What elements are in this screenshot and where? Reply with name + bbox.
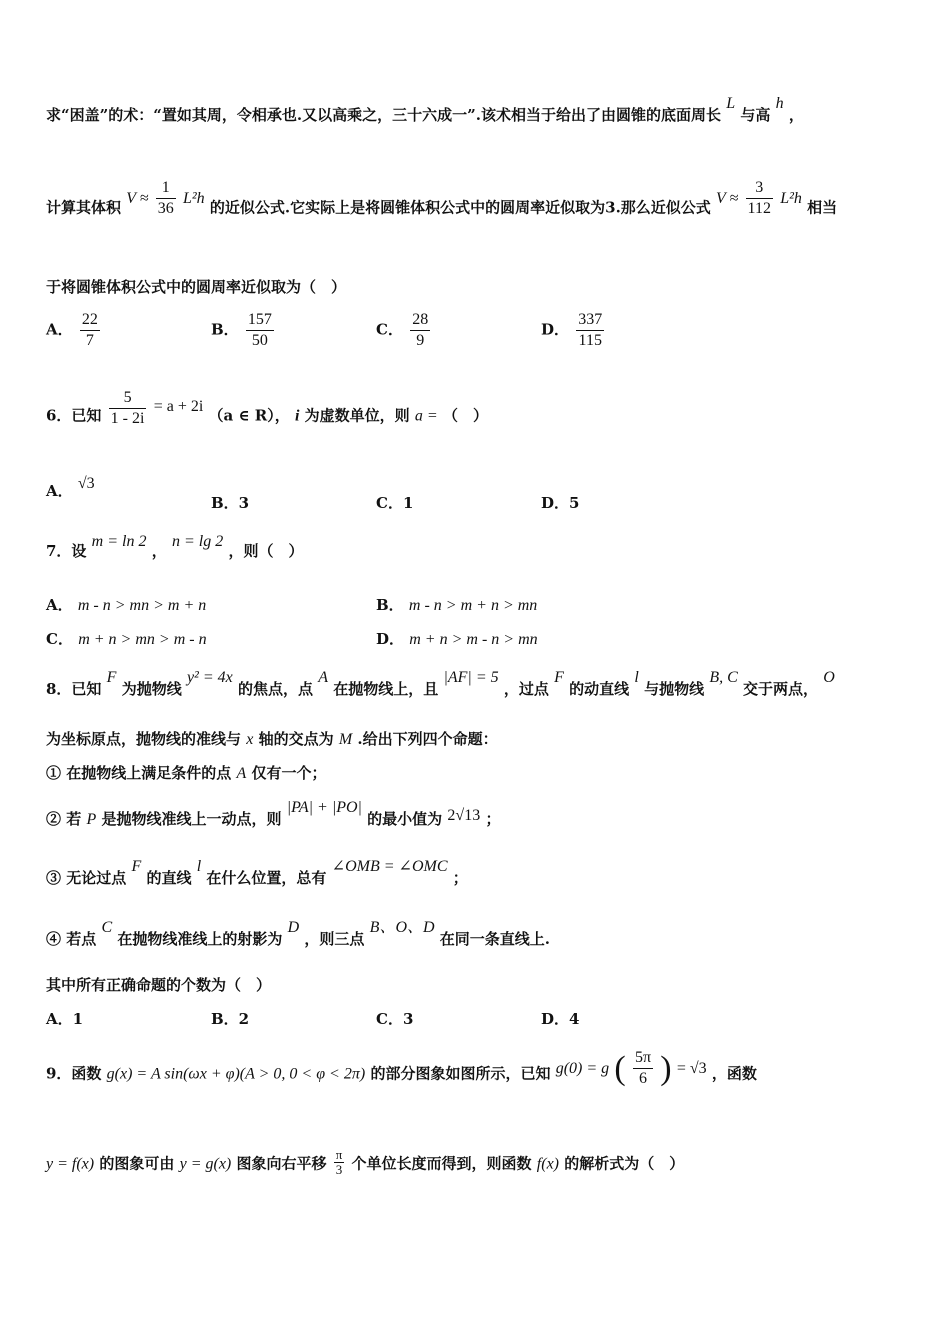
math-fx: f(x) bbox=[536, 1155, 559, 1173]
math-AF: |AF| = 5 bbox=[443, 669, 499, 686]
paren-left: ( bbox=[614, 1049, 626, 1087]
q7-option-a[interactable] bbox=[46, 594, 206, 615]
q5-option-d[interactable] bbox=[541, 310, 606, 351]
frac-num: 28 bbox=[410, 310, 430, 331]
math-y-fx: y = f(x) bbox=[46, 1155, 95, 1173]
formula-2-rhs: L²h bbox=[780, 189, 802, 207]
q5-text-5: 的近似公式.它实际上是将圆锥体积公式中的圆周率近似取为3.那么近似公式 bbox=[209, 198, 711, 217]
q8-text: 在什么位置，总有 bbox=[206, 869, 327, 887]
q8-option-a[interactable]: A．1 bbox=[46, 1010, 84, 1028]
frac-num: 337 bbox=[576, 310, 604, 331]
q6-cond: （a ∈ R）， bbox=[208, 406, 290, 425]
option-value: m - n > mn > m + n bbox=[77, 597, 207, 614]
q6-den: 1 - 2i bbox=[110, 410, 145, 427]
frac-den: 6 bbox=[638, 1070, 647, 1087]
math-cond-lhs: g(0) = g bbox=[555, 1059, 610, 1077]
q6-option-a[interactable] bbox=[46, 475, 95, 501]
math-i: i bbox=[294, 407, 300, 425]
q8-text: 8．已知 bbox=[46, 680, 102, 698]
math-BOD: B、O、D bbox=[369, 919, 435, 936]
q8-line-1 bbox=[46, 669, 835, 699]
q8-text: 为坐标原点，抛物线的准线与 bbox=[46, 730, 242, 748]
q5-text-2: 与高 bbox=[740, 106, 771, 124]
q9-line-1 bbox=[46, 1049, 757, 1095]
math-F: F bbox=[554, 669, 564, 686]
q6-rhs: = a + 2i bbox=[153, 397, 204, 415]
q8-text: 在抛物线上，且 bbox=[333, 680, 439, 698]
math-parabola: y² = 4x bbox=[186, 669, 233, 686]
option-fraction bbox=[80, 310, 100, 351]
formula-1-den: 36 bbox=[157, 200, 174, 217]
math-shift-fraction bbox=[334, 1148, 345, 1177]
option-fraction bbox=[410, 310, 430, 351]
math-C: C bbox=[101, 919, 113, 936]
q9-text: 的部分图象如图所示，已知 bbox=[370, 1064, 551, 1083]
q8-text: 仅有一个； bbox=[251, 764, 327, 782]
q9-text: ，函数 bbox=[711, 1064, 757, 1083]
q8-text: 与抛物线 bbox=[644, 680, 705, 698]
math-L: L bbox=[726, 95, 736, 112]
q6-fraction bbox=[109, 388, 147, 429]
q8-proposition-4 bbox=[46, 919, 551, 949]
option-value: m + n > mn > m - n bbox=[78, 631, 207, 648]
option-label: B． bbox=[211, 320, 239, 339]
math-P: P bbox=[86, 811, 97, 828]
q5-option-a[interactable] bbox=[46, 310, 102, 351]
option-label: D． bbox=[541, 320, 570, 339]
q5-option-b[interactable] bbox=[211, 310, 276, 351]
option-fraction bbox=[576, 310, 604, 351]
q9-text: 的图象可由 bbox=[99, 1154, 175, 1173]
math-BC: B, C bbox=[709, 669, 738, 686]
option-fraction bbox=[246, 310, 274, 351]
option-label: A． bbox=[46, 596, 73, 614]
formula-1-lhs: V ≈ bbox=[126, 189, 149, 207]
frac-den: 9 bbox=[416, 332, 425, 349]
frac-den: 3 bbox=[335, 1162, 343, 1177]
q8-text: ③ 无论过点 bbox=[46, 869, 127, 887]
frac-num: 22 bbox=[80, 310, 100, 331]
formula-2-lhs: V ≈ bbox=[716, 189, 739, 207]
paren-right: ) bbox=[660, 1049, 672, 1087]
q8-option-b[interactable]: B．2 bbox=[211, 1010, 250, 1028]
q6-option-d[interactable]: D．5 bbox=[541, 494, 580, 512]
q5-line-2 bbox=[46, 179, 838, 229]
q7-tail: ，则（ ） bbox=[228, 542, 304, 560]
q5-option-c[interactable] bbox=[376, 310, 432, 351]
q5-text-1: 求“困盖”的术：“置如其周，令相承也.又以高乘之，三十六成一”.该术相当于给出了由圆锥的底面周长 bbox=[46, 106, 721, 124]
q6-tail: （ ） bbox=[442, 406, 488, 425]
math-O: O bbox=[823, 669, 835, 686]
frac-den: 7 bbox=[85, 332, 94, 349]
q8-option-c[interactable]: C．3 bbox=[376, 1010, 414, 1028]
q8-text: ④ 若点 bbox=[46, 930, 97, 948]
formula-1-num: 1 bbox=[156, 178, 176, 199]
frac-den: 115 bbox=[578, 332, 602, 349]
formula-2-fraction bbox=[746, 178, 773, 219]
q9-text: 的解析式为（ ） bbox=[564, 1154, 685, 1173]
math-A: A bbox=[318, 669, 328, 686]
q5-text-6: 相当 bbox=[807, 198, 838, 217]
option-label: C． bbox=[376, 320, 403, 339]
formula-1-rhs: L²h bbox=[182, 189, 205, 207]
frac-num: 5π bbox=[633, 1048, 653, 1069]
math-l: l bbox=[196, 858, 202, 875]
q8-proposition-2 bbox=[46, 799, 501, 829]
option-label: C． bbox=[46, 630, 73, 648]
math-h: h bbox=[775, 95, 784, 112]
q6-line bbox=[46, 389, 488, 437]
q8-text: 在同一条直线上. bbox=[439, 930, 551, 948]
q8-text: 为抛物线 bbox=[121, 680, 182, 698]
option-label: B． bbox=[376, 596, 404, 614]
q8-text: ① 在抛物线上满足条件的点 bbox=[46, 764, 232, 782]
q8-text: 的动直线 bbox=[569, 680, 630, 698]
q5-line-1 bbox=[46, 95, 804, 125]
q8-text: ； bbox=[485, 810, 501, 828]
option-value: √3 bbox=[77, 475, 95, 492]
formula-1-fraction bbox=[156, 178, 176, 219]
q6-prefix: 6．已知 bbox=[46, 406, 102, 425]
q8-text: 的焦点，点 bbox=[237, 680, 313, 698]
q8-text: 在抛物线准线上的射影为 bbox=[117, 930, 283, 948]
q9-text: 9．函数 bbox=[46, 1064, 102, 1083]
q6-option-b[interactable]: B．3 bbox=[211, 494, 250, 512]
q8-proposition-3 bbox=[46, 858, 468, 888]
option-value: m - n > m + n > mn bbox=[408, 597, 538, 614]
math-x: x bbox=[246, 731, 254, 748]
math-A: A bbox=[236, 765, 247, 782]
option-value: m + n > m - n > mn bbox=[409, 631, 538, 648]
q8-text: 的最小值为 bbox=[367, 810, 443, 828]
q6-a-eq: a = bbox=[414, 407, 438, 425]
q9-text: 图象向右平移 bbox=[236, 1154, 327, 1173]
q5-text-3: ， bbox=[788, 106, 804, 124]
formula-2-num: 3 bbox=[746, 178, 773, 199]
q9-text: 个单位长度而得到，则函数 bbox=[351, 1154, 532, 1173]
q6-text: 为虚数单位，则 bbox=[304, 406, 410, 425]
q7-option-c[interactable] bbox=[46, 628, 207, 649]
q8-text: ，过点 bbox=[503, 680, 549, 698]
math-F: F bbox=[106, 669, 117, 686]
q8-text: 是抛物线准线上一动点，则 bbox=[101, 810, 282, 828]
q8-text: ； bbox=[452, 869, 468, 887]
q7-n-def: n = lg 2 bbox=[171, 533, 224, 550]
q8-text: ② 若 bbox=[46, 810, 82, 828]
q8-option-d[interactable]: D．4 bbox=[541, 1010, 580, 1028]
math-l: l bbox=[634, 669, 639, 686]
frac-num: π bbox=[335, 1147, 343, 1162]
frac-num: 157 bbox=[246, 310, 274, 331]
math-2sqrt13: 2√13 bbox=[447, 807, 481, 824]
q6-num: 5 bbox=[109, 388, 147, 409]
math-F: F bbox=[131, 858, 142, 875]
math-angles: ∠OMB = ∠OMC bbox=[331, 858, 448, 875]
q8-proposition-1 bbox=[46, 762, 327, 783]
q8-text: 的直线 bbox=[146, 869, 192, 887]
option-label: D． bbox=[376, 630, 405, 648]
q8-text: 轴的交点为 bbox=[258, 730, 334, 748]
q7-m-def: m = ln 2 bbox=[91, 533, 147, 550]
q8-line-2 bbox=[46, 728, 498, 749]
q5-text-4: 计算其体积 bbox=[46, 198, 122, 217]
q7-line bbox=[46, 533, 304, 561]
q7-option-b[interactable] bbox=[376, 594, 537, 615]
math-M: M bbox=[338, 731, 353, 748]
option-label: A． bbox=[46, 320, 73, 339]
q8-text: .给出下列四个命题： bbox=[357, 730, 498, 748]
math-y-gx: y = g(x) bbox=[179, 1155, 232, 1173]
math-D: D bbox=[287, 919, 300, 936]
q9-line-2 bbox=[46, 1147, 685, 1179]
formula-2-den: 112 bbox=[747, 200, 771, 217]
q7-comma: ， bbox=[151, 542, 167, 560]
q8-ask: 其中所有正确命题的个数为（ ） bbox=[46, 976, 272, 994]
math-cond-rhs: = √3 bbox=[676, 1059, 707, 1077]
math-g-def: g(x) = A sin(ωx + φ)(A > 0, 0 < φ < 2π) bbox=[106, 1065, 366, 1083]
q8-text: 交于两点， bbox=[743, 680, 819, 698]
option-label: A． bbox=[46, 482, 73, 500]
frac-den: 50 bbox=[251, 332, 268, 349]
q7-option-d[interactable] bbox=[376, 628, 538, 649]
math-PA-PO: |PA| + |PO| bbox=[286, 799, 362, 816]
q5-line-3: 于将圆锥体积公式中的圆周率近似取为（ ） bbox=[46, 278, 347, 296]
q8-text: ，则三点 bbox=[304, 930, 365, 948]
q6-option-c[interactable]: C．1 bbox=[376, 494, 414, 512]
math-cond-fraction bbox=[633, 1048, 653, 1089]
q7-prefix: 7．设 bbox=[46, 542, 87, 560]
